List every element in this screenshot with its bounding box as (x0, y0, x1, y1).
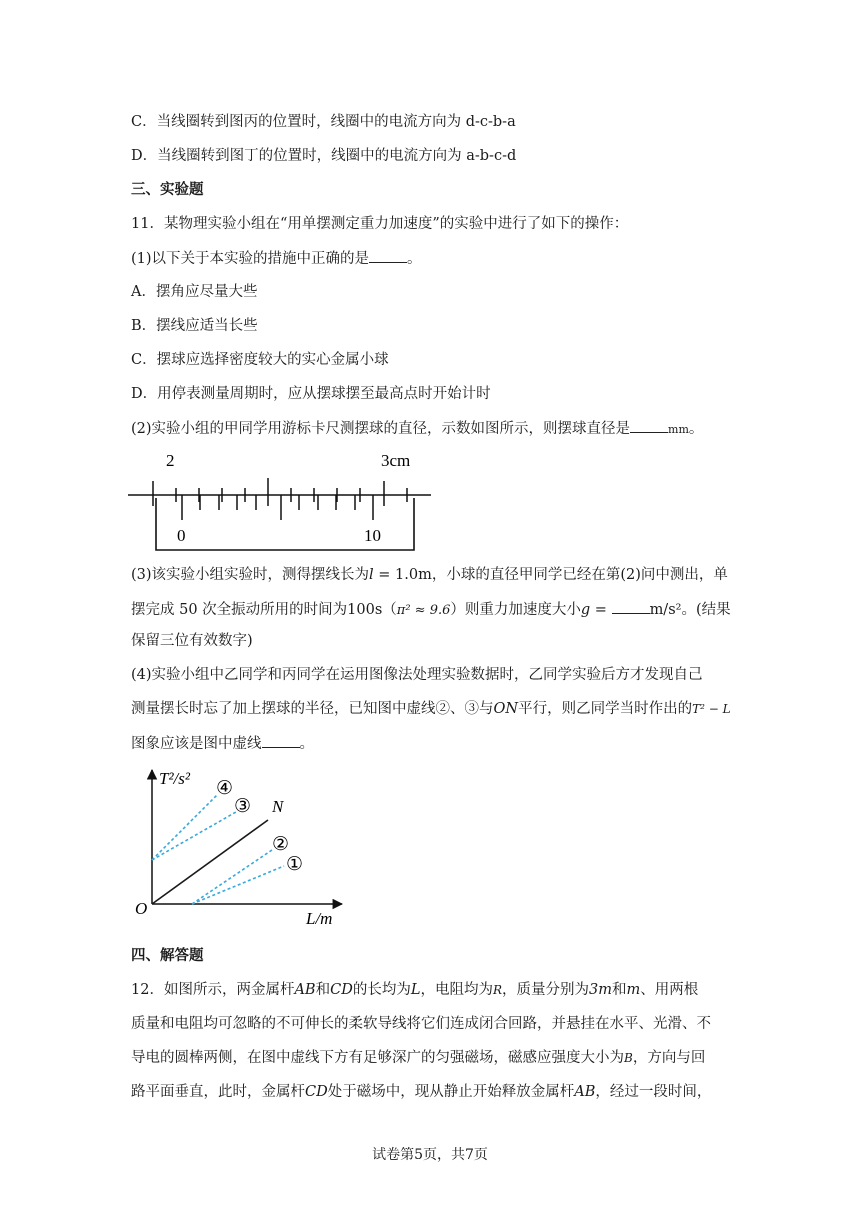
q11-part1 (131, 248, 422, 269)
q10-option-c: C．当线圈转到图丙的位置时，线圈中的电流方向为 d-c-b-a (131, 114, 516, 130)
main-scale-label-left: 2 (166, 451, 175, 470)
q12-text: 的长均为 (352, 982, 411, 998)
var-g: g (580, 602, 591, 618)
var-ab: AB (574, 1084, 596, 1100)
var-on: ON (493, 701, 519, 717)
q11-part4-line3 (131, 733, 314, 754)
q11-part1-text: (1)以下关于本实验的措施中正确的是 (131, 251, 370, 267)
q11-part2-text: (2)实验小组的甲同学用游标卡尺测摆球的直径，示数如图所示，则摆球直径是 (131, 421, 631, 437)
section-heading-solutions: 四、解答题 (131, 948, 204, 964)
main-scale-label-right: 3cm (381, 451, 411, 470)
q12-line2: 质量和电阻均可忽略的不可伸长的柔软导线将它们连成闭合回路，并悬挂在水平、光滑、不 (131, 1016, 711, 1032)
x-axis-label: L/m (306, 909, 333, 928)
q11-option-b: B．摆线应适当长些 (131, 318, 258, 334)
q11-part3-line3: 保留三位有效数字) (131, 633, 253, 649)
var-cd: CD (305, 1084, 328, 1100)
q11-option-a: A．摆角应尽量大些 (131, 284, 258, 300)
period: 。 (688, 421, 704, 437)
dashed-line-1 (192, 866, 284, 904)
marker-4: ④ (216, 778, 234, 799)
q11-part4-text-cont: 平行，则乙同学当时作出的 (518, 701, 693, 717)
var-cd: CD (330, 982, 353, 998)
vernier-label-zero: 0 (177, 526, 186, 545)
section-heading-experiment: 三、实验题 (131, 182, 204, 198)
vernier-scale-ticks (182, 495, 373, 520)
dashed-line-2 (192, 850, 272, 904)
q11-part3-line1 (131, 565, 728, 585)
line-n-label: N (272, 797, 284, 816)
unit-mm: mm (668, 423, 689, 436)
t2-l-graph (132, 762, 362, 932)
q11-part3-text: 摆完成 50 次全振动所用的时间为100s（ (131, 602, 397, 618)
var-r: R (492, 983, 503, 997)
q11-part4-line1: (4)实验小组中乙同学和丙同学在运用图像法处理实验数据时，乙同学实验后方才发现自己 (131, 667, 703, 683)
q12-text: ，方向与回 (632, 1050, 706, 1066)
q11-part4-text: 测量摆长时忘了加上摆球的半径，已知图中虚线②、③与 (131, 701, 494, 717)
q11-part4-line2 (131, 699, 731, 719)
var-l: l (369, 567, 374, 583)
q12-line3 (131, 1048, 705, 1068)
q12-text: 和 (315, 982, 331, 998)
q12-text: 路平面垂直，此时，金属杆 (131, 1084, 305, 1100)
q12-text: 导电的圆棒两侧，在图中虚线下方有足够深广的匀强磁场，磁感应强度大小为 (131, 1050, 624, 1066)
var-b: B (624, 1051, 633, 1065)
answer-blank[interactable] (369, 248, 407, 263)
var-3m: 3m (589, 982, 612, 998)
q12-text: ，电阻均为 (420, 982, 493, 998)
q11-option-d: D．用停表测量周期时，应从摆球摆至最高点时开始计时 (131, 386, 491, 402)
dashed-lines (152, 794, 284, 904)
origin-label: O (135, 899, 148, 918)
dashed-line-4 (152, 794, 218, 860)
q11-part3-text-cont: ）则重力加速度大小 (450, 602, 581, 618)
vernier-caliper-figure (128, 448, 438, 558)
main-scale-ticks (153, 478, 407, 506)
answer-blank[interactable] (630, 418, 668, 433)
q12-text: 处于磁场中，现从静止开始释放金属杆 (327, 1084, 575, 1100)
q11-part2 (131, 418, 703, 440)
q12-text: ，经过一段时间， (595, 1084, 712, 1100)
q12-text: 和 (612, 982, 627, 998)
equals: = (590, 602, 612, 618)
answer-blank[interactable] (262, 733, 300, 748)
q12-text: 、用两根 (640, 982, 699, 998)
q11-part3-text: (3)该实验小组实验时，测得摆线长为 (131, 567, 370, 583)
var-ab: AB (294, 982, 316, 998)
period: 。 (407, 251, 422, 267)
y-axis-label: T²/s² (159, 769, 190, 788)
q11-part3-text-cont: = 1.0m，小球的直径甲同学已经在第(2)问中测出，单 (373, 567, 728, 583)
q12-text: 12．如图所示，两金属杆 (131, 982, 295, 998)
answer-blank[interactable] (612, 599, 650, 614)
var-t2-l: T² − L (692, 702, 731, 716)
q11-stem: 11．某物理实验小组在“用单摆测定重力加速度”的实验中进行了如下的操作： (131, 216, 629, 232)
line-on (152, 820, 268, 904)
q11-part3-note: 。(结果 (681, 602, 731, 618)
unit-ms2: m/s² (649, 602, 682, 618)
var-m: m (626, 982, 641, 998)
page-footer: 试卷第5页，共7页 (372, 1147, 488, 1163)
q12-text: ，质量分别为 (502, 982, 590, 998)
q10-option-d: D．当线圈转到图丁的位置时，线圈中的电流方向为 a-b-c-d (131, 148, 517, 164)
q11-part4-text: 图象应该是图中虚线 (131, 736, 262, 752)
q12-line4 (131, 1082, 711, 1102)
q12-line1 (131, 980, 698, 1000)
marker-3: ③ (234, 796, 252, 817)
marker-1: ① (286, 854, 304, 875)
var-l: L (410, 982, 421, 998)
pi-approx: π² ≈ 9.6 (396, 603, 451, 618)
vernier-label-ten: 10 (364, 526, 381, 545)
period: 。 (299, 736, 314, 752)
q11-part3-line2 (131, 599, 731, 621)
q11-option-c: C．摆球应选择密度较大的实心金属小球 (131, 352, 389, 368)
marker-2: ② (272, 834, 290, 855)
